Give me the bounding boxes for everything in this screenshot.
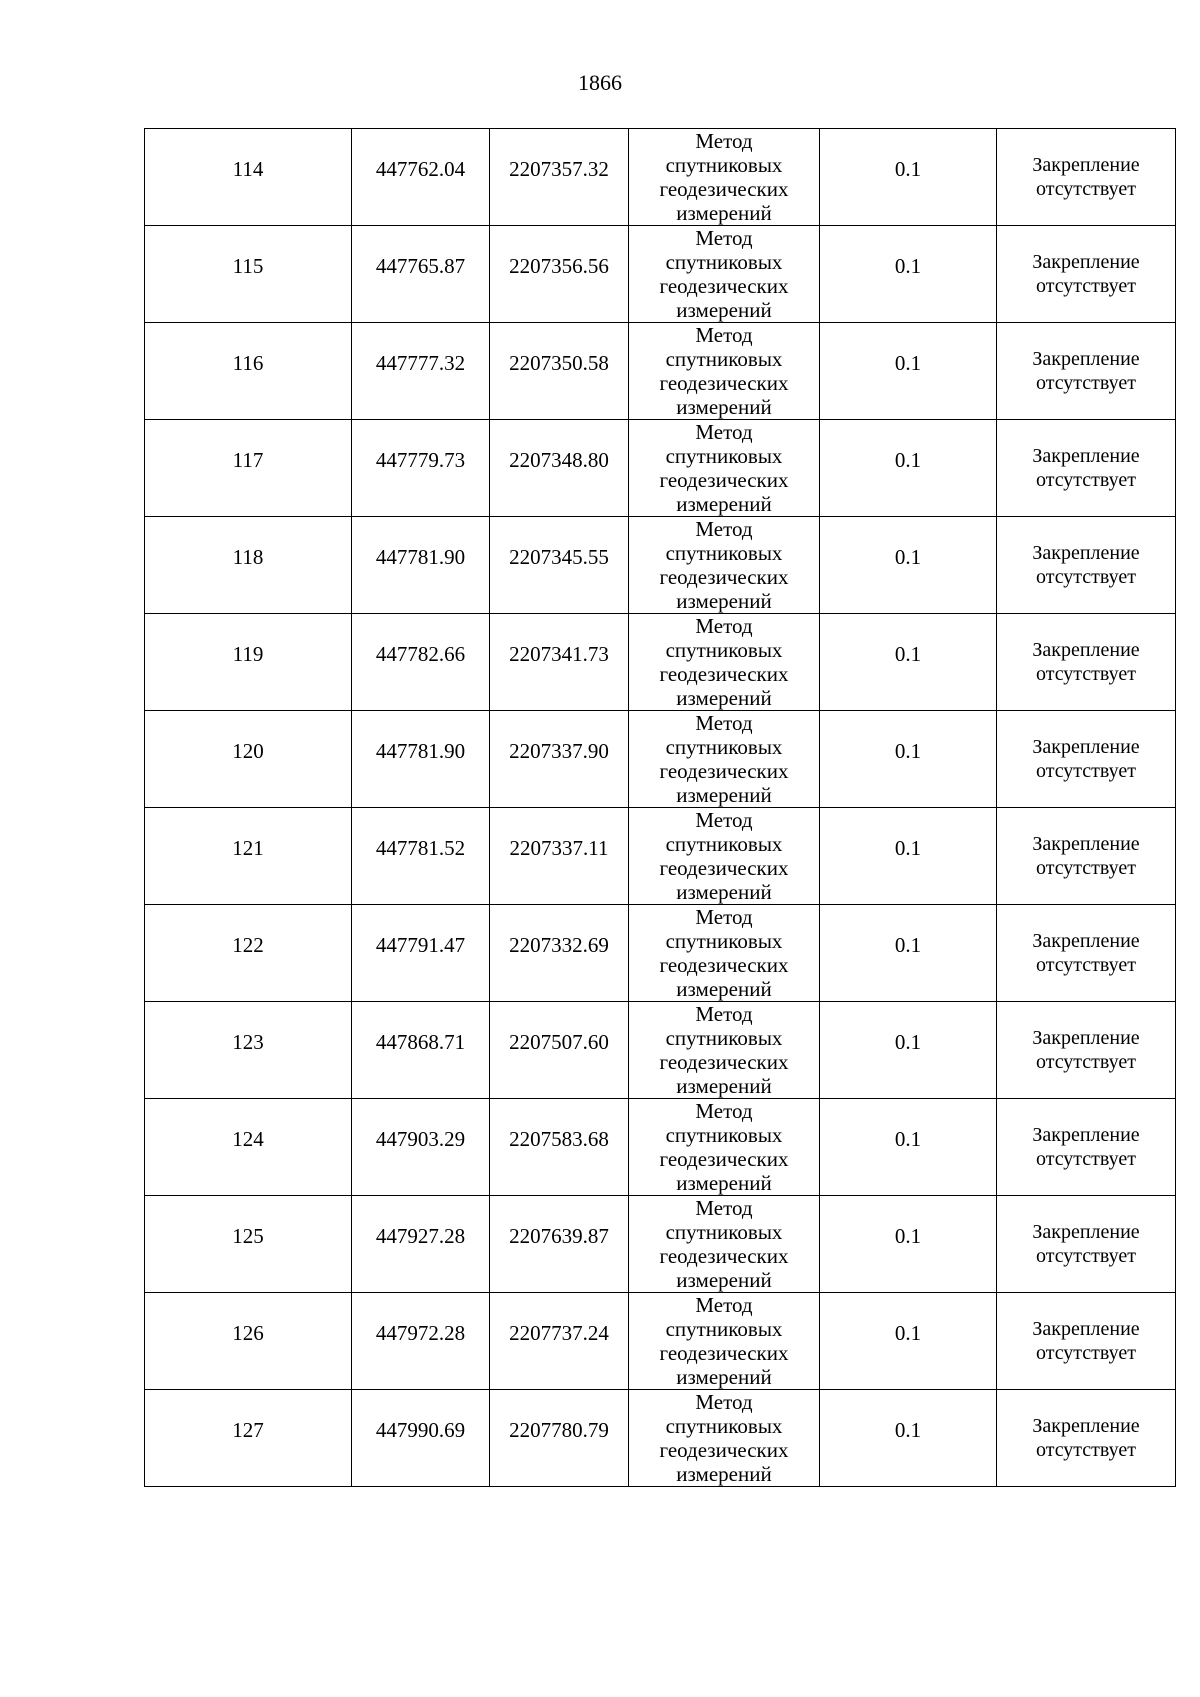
y-coordinate-cell: 2207639.87 (490, 1196, 629, 1293)
method-cell (629, 323, 820, 420)
table-row (145, 1002, 1176, 1099)
method-line: измерений (676, 298, 772, 322)
method-cell (629, 711, 820, 808)
y-coordinate-cell: 2207507.60 (490, 1002, 629, 1099)
fixing-line: Закрепление (1032, 348, 1140, 370)
y-coordinate-cell: 2207350.58 (490, 323, 629, 420)
fixing-line: Закрепление (1032, 542, 1140, 564)
fixing-line: Закрепление (1032, 1318, 1140, 1340)
method-line: спутниковых (665, 153, 783, 177)
point-number-cell: 115 (145, 226, 352, 323)
x-coordinate-cell: 447781.52 (352, 808, 490, 905)
y-coordinate-cell: 2207583.68 (490, 1099, 629, 1196)
method-line: измерений (676, 201, 772, 225)
table-row (145, 905, 1176, 1002)
point-number-cell: 119 (145, 614, 352, 711)
method-line: геодезических (659, 1438, 789, 1462)
fixing-cell (997, 517, 1176, 614)
method-line: геодезических (659, 662, 789, 686)
method-line: Метод (695, 1293, 753, 1317)
fixing-line: Закрепление (1032, 1221, 1140, 1243)
x-coordinate-cell: 447777.32 (352, 323, 490, 420)
fixing-line: Закрепление (1032, 154, 1140, 176)
precision-cell: 0.1 (820, 226, 997, 323)
table-row (145, 420, 1176, 517)
fixing-line: отсутствует (1035, 1342, 1137, 1364)
method-line: спутниковых (665, 541, 783, 565)
x-coordinate-cell: 447781.90 (352, 517, 490, 614)
x-coordinate-cell: 447779.73 (352, 420, 490, 517)
x-coordinate-cell: 447791.47 (352, 905, 490, 1002)
precision-cell: 0.1 (820, 1390, 997, 1487)
method-cell (629, 517, 820, 614)
table-row (145, 323, 1176, 420)
fixing-line: Закрепление (1032, 639, 1140, 661)
x-coordinate-cell: 447781.90 (352, 711, 490, 808)
table-row (145, 517, 1176, 614)
precision-cell: 0.1 (820, 808, 997, 905)
method-cell (629, 1196, 820, 1293)
fixing-line: отсутствует (1035, 954, 1137, 976)
precision-cell: 0.1 (820, 323, 997, 420)
x-coordinate-cell: 447903.29 (352, 1099, 490, 1196)
precision-cell: 0.1 (820, 711, 997, 808)
point-number-cell: 122 (145, 905, 352, 1002)
method-line: геодезических (659, 953, 789, 977)
method-line: измерений (676, 589, 772, 613)
precision-cell: 0.1 (820, 614, 997, 711)
method-cell (629, 905, 820, 1002)
x-coordinate-cell: 447782.66 (352, 614, 490, 711)
fixing-line: отсутствует (1035, 663, 1137, 685)
fixing-line: Закрепление (1032, 1415, 1140, 1437)
fixing-line: отсутствует (1035, 857, 1137, 879)
x-coordinate-cell: 447762.04 (352, 129, 490, 226)
method-line: геодезических (659, 1341, 789, 1365)
y-coordinate-cell: 2207341.73 (490, 614, 629, 711)
method-line: спутниковых (665, 832, 783, 856)
method-line: Метод (695, 1099, 753, 1123)
precision-cell: 0.1 (820, 517, 997, 614)
page-number: 1866 (578, 70, 622, 95)
precision-cell: 0.1 (820, 1002, 997, 1099)
method-line: измерений (676, 1171, 772, 1195)
point-number-cell: 126 (145, 1293, 352, 1390)
point-number-cell: 116 (145, 323, 352, 420)
fixing-cell (997, 226, 1176, 323)
table-row (145, 711, 1176, 808)
method-line: измерений (676, 1268, 772, 1292)
method-line: спутниковых (665, 1123, 783, 1147)
fixing-cell (997, 1099, 1176, 1196)
precision-cell: 0.1 (820, 1196, 997, 1293)
method-line: Метод (695, 1196, 753, 1220)
y-coordinate-cell: 2207357.32 (490, 129, 629, 226)
method-line: спутниковых (665, 735, 783, 759)
table-row (145, 808, 1176, 905)
fixing-cell (997, 614, 1176, 711)
method-line: спутниковых (665, 1317, 783, 1341)
method-line: спутниковых (665, 444, 783, 468)
fixing-line: Закрепление (1032, 736, 1140, 758)
method-line: спутниковых (665, 1220, 783, 1244)
point-number-cell: 125 (145, 1196, 352, 1293)
fixing-line: отсутствует (1035, 372, 1137, 394)
fixing-line: отсутствует (1035, 566, 1137, 588)
method-line: измерений (676, 686, 772, 710)
method-line: геодезических (659, 274, 789, 298)
point-number-cell: 127 (145, 1390, 352, 1487)
method-line: спутниковых (665, 1026, 783, 1050)
y-coordinate-cell: 2207737.24 (490, 1293, 629, 1390)
method-line: измерений (676, 1074, 772, 1098)
method-line: спутниковых (665, 638, 783, 662)
method-line: геодезических (659, 759, 789, 783)
method-line: Метод (695, 808, 753, 832)
method-line: измерений (676, 783, 772, 807)
fixing-cell (997, 1002, 1176, 1099)
fixing-line: Закрепление (1032, 445, 1140, 467)
method-line: Метод (695, 614, 753, 638)
precision-cell: 0.1 (820, 1099, 997, 1196)
table-row (145, 1293, 1176, 1390)
fixing-line: Закрепление (1032, 833, 1140, 855)
fixing-line: отсутствует (1035, 1148, 1137, 1170)
method-line: измерений (676, 1462, 772, 1486)
point-number-cell: 120 (145, 711, 352, 808)
fixing-line: Закрепление (1032, 930, 1140, 952)
fixing-cell (997, 711, 1176, 808)
precision-cell: 0.1 (820, 129, 997, 226)
method-cell (629, 1293, 820, 1390)
x-coordinate-cell: 447765.87 (352, 226, 490, 323)
method-cell (629, 1390, 820, 1487)
precision-cell: 0.1 (820, 420, 997, 517)
method-line: Метод (695, 226, 753, 250)
method-line: геодезических (659, 1050, 789, 1074)
method-line: измерений (676, 492, 772, 516)
y-coordinate-cell: 2207345.55 (490, 517, 629, 614)
method-line: Метод (695, 420, 753, 444)
method-line: геодезических (659, 565, 789, 589)
method-line: Метод (695, 129, 753, 153)
x-coordinate-cell: 447868.71 (352, 1002, 490, 1099)
y-coordinate-cell: 2207332.69 (490, 905, 629, 1002)
fixing-line: отсутствует (1035, 1051, 1137, 1073)
method-line: геодезических (659, 371, 789, 395)
method-cell (629, 226, 820, 323)
fixing-line: Закрепление (1032, 251, 1140, 273)
point-number-cell: 121 (145, 808, 352, 905)
fixing-cell (997, 1390, 1176, 1487)
fixing-cell (997, 905, 1176, 1002)
point-number-cell: 117 (145, 420, 352, 517)
fixing-line: отсутствует (1035, 469, 1137, 491)
precision-cell: 0.1 (820, 905, 997, 1002)
fixing-cell (997, 323, 1176, 420)
point-number-cell: 118 (145, 517, 352, 614)
method-line: измерений (676, 977, 772, 1001)
table-row (145, 226, 1176, 323)
coordinates-table (144, 128, 1176, 1487)
point-number-cell: 114 (145, 129, 352, 226)
fixing-line: Закрепление (1032, 1027, 1140, 1049)
y-coordinate-cell: 2207337.11 (490, 808, 629, 905)
x-coordinate-cell: 447972.28 (352, 1293, 490, 1390)
fixing-line: Закрепление (1032, 1124, 1140, 1146)
method-line: Метод (695, 517, 753, 541)
fixing-cell (997, 420, 1176, 517)
method-line: Метод (695, 1002, 753, 1026)
method-cell (629, 808, 820, 905)
method-line: Метод (695, 711, 753, 735)
x-coordinate-cell: 447927.28 (352, 1196, 490, 1293)
y-coordinate-cell: 2207348.80 (490, 420, 629, 517)
y-coordinate-cell: 2207337.90 (490, 711, 629, 808)
method-line: спутниковых (665, 1414, 783, 1438)
method-line: измерений (676, 1365, 772, 1389)
method-line: измерений (676, 880, 772, 904)
method-line: геодезических (659, 1147, 789, 1171)
method-line: Метод (695, 905, 753, 929)
method-cell (629, 1002, 820, 1099)
table-row (145, 1390, 1176, 1487)
fixing-cell (997, 808, 1176, 905)
method-cell (629, 1099, 820, 1196)
method-line: спутниковых (665, 347, 783, 371)
method-line: Метод (695, 1390, 753, 1414)
table-row (145, 614, 1176, 711)
point-number-cell: 124 (145, 1099, 352, 1196)
method-line: Метод (695, 323, 753, 347)
method-line: измерений (676, 395, 772, 419)
method-line: геодезических (659, 177, 789, 201)
method-line: геодезических (659, 856, 789, 880)
point-number-cell: 123 (145, 1002, 352, 1099)
table-row (145, 1099, 1176, 1196)
table-row (145, 1196, 1176, 1293)
fixing-cell (997, 1196, 1176, 1293)
method-line: спутниковых (665, 929, 783, 953)
method-cell (629, 420, 820, 517)
fixing-line: отсутствует (1035, 760, 1137, 782)
method-line: геодезических (659, 468, 789, 492)
fixing-line: отсутствует (1035, 1439, 1137, 1461)
table-row (145, 129, 1176, 226)
fixing-cell (997, 1293, 1176, 1390)
precision-cell: 0.1 (820, 1293, 997, 1390)
y-coordinate-cell: 2207780.79 (490, 1390, 629, 1487)
fixing-line: отсутствует (1035, 275, 1137, 297)
method-line: геодезических (659, 1244, 789, 1268)
coordinates-table-body (145, 129, 1176, 1487)
fixing-line: отсутствует (1035, 178, 1137, 200)
method-cell (629, 129, 820, 226)
method-line: спутниковых (665, 250, 783, 274)
fixing-cell (997, 129, 1176, 226)
method-cell (629, 614, 820, 711)
fixing-line: отсутствует (1035, 1245, 1137, 1267)
x-coordinate-cell: 447990.69 (352, 1390, 490, 1487)
y-coordinate-cell: 2207356.56 (490, 226, 629, 323)
